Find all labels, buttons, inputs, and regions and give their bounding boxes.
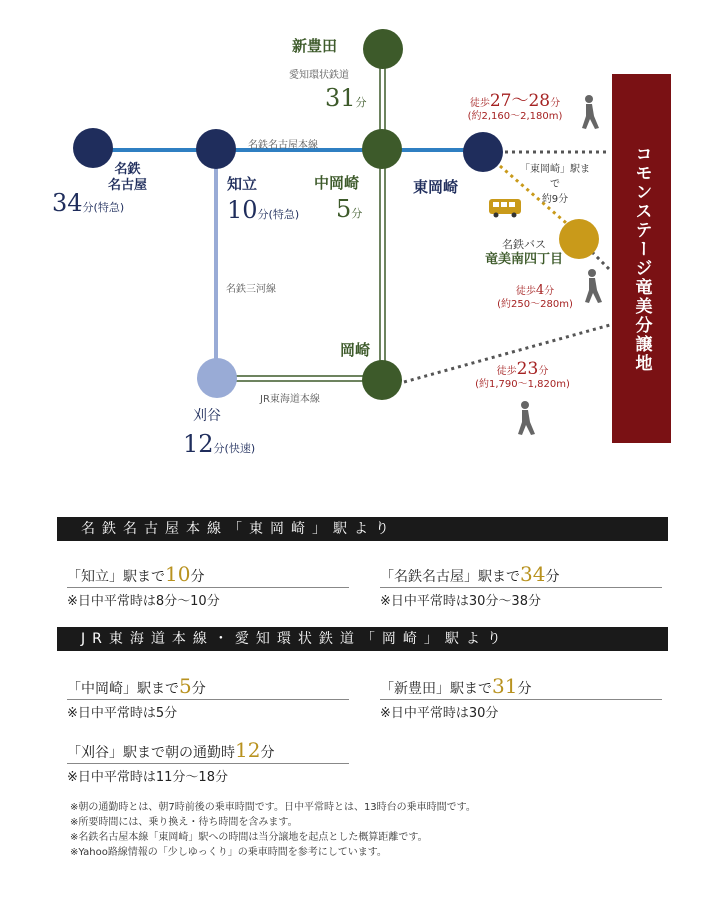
entry-meitetsu-nagoya: 「名鉄名古屋」駅まで34分 ※日中平常時は30分～38分 (380, 562, 662, 609)
line-label-tokaido: JR東海道本線 (260, 394, 320, 405)
station-label-okazaki: 岡崎 (340, 341, 371, 359)
entry-shintoyota: 「新豊田」駅まで31分 ※日中平常時は30分 (380, 674, 662, 721)
bus-time-info: 「東岡崎」駅まで 約9分 (520, 164, 590, 205)
section-header-okazaki: JR東海道本線・愛知環状鉄道「岡崎」駅より (57, 627, 668, 651)
footnote: ※所要時間には、乗り換え・待ち時間を含みます。 (70, 817, 298, 828)
station-label-nakaokazaki: 中岡崎 (314, 174, 360, 192)
line-label-aikan: 愛知環状鉄道 (289, 70, 349, 81)
footnote: ※朝の通勤時とは、朝7時前後の乗車時間です。日中平常時とは、13時台の乗車時間です。 (70, 802, 476, 813)
time-meitetsu-nagoya: 34分(特急) (52, 189, 125, 217)
station-higashiokazaki (463, 132, 503, 172)
bus-stop-label: 名鉄バス 竜美南四丁目 (484, 238, 563, 267)
walk-route-bus (592, 252, 610, 270)
line-label-meitetsu-nagoya: 名鉄名古屋本線 (248, 140, 318, 151)
bus-icon (489, 199, 521, 218)
walk-info-bus: 徒歩4分 (約250～280m) (497, 283, 573, 310)
station-chiryu (196, 129, 236, 169)
walking-person-icon (582, 95, 599, 129)
footnote: ※Yahoo路線情報の「少しゆっくり」の乗車時間を参考にしています。 (70, 847, 387, 858)
site-name: コモンステージ竜美分譲地 (631, 144, 652, 373)
line-label-mikawa: 名鉄三河線 (226, 284, 276, 295)
station-label-meitetsu-nagoya: 名鉄 名古屋 (108, 162, 148, 193)
station-label-chiryu: 知立 (227, 175, 258, 193)
entry-nakaokazaki: 「中岡崎」駅まで5分 ※日中平常時は5分 (67, 674, 349, 721)
station-meitetsu-nagoya (73, 128, 113, 168)
site-box (612, 74, 671, 443)
entry-chiryu: 「知立」駅まで10分 ※日中平常時は8分～10分 (67, 562, 349, 609)
station-kariya (197, 358, 237, 398)
walking-person-icon-3 (518, 401, 535, 435)
station-label-higashiokazaki: 東岡崎 (413, 178, 459, 196)
station-nakaokazaki (362, 129, 402, 169)
footnotes (70, 800, 476, 860)
time-kariya: 12分(快速) (183, 430, 256, 458)
station-shintoyota (363, 29, 403, 69)
station-label-kariya: 刈谷 (193, 408, 221, 424)
time-shintoyota: 31分 (325, 84, 367, 112)
footnote: ※名鉄名古屋本線「東岡崎」駅への時間は当分譲地を起点とした概算距離です。 (70, 832, 428, 843)
walking-person-icon-2 (585, 269, 602, 303)
walk-info-higashiokazaki: 徒歩27～28分 (約2,160～2,180m) (467, 91, 563, 122)
section-header-higashiokazaki: 名鉄名古屋本線「東岡崎」駅より (57, 517, 668, 541)
time-nakaokazaki: 5分 (336, 195, 363, 223)
station-label-shintoyota: 新豊田 (292, 37, 338, 55)
entry-kariya: 「刈谷」駅まで朝の通勤時12分 ※日中平常時は11分～18分 (67, 738, 349, 785)
station-okazaki (362, 360, 402, 400)
walk-info-okazaki: 徒歩23分 (約1,790～1,820m) (475, 359, 570, 390)
time-chiryu: 10分(特急) (227, 196, 300, 224)
